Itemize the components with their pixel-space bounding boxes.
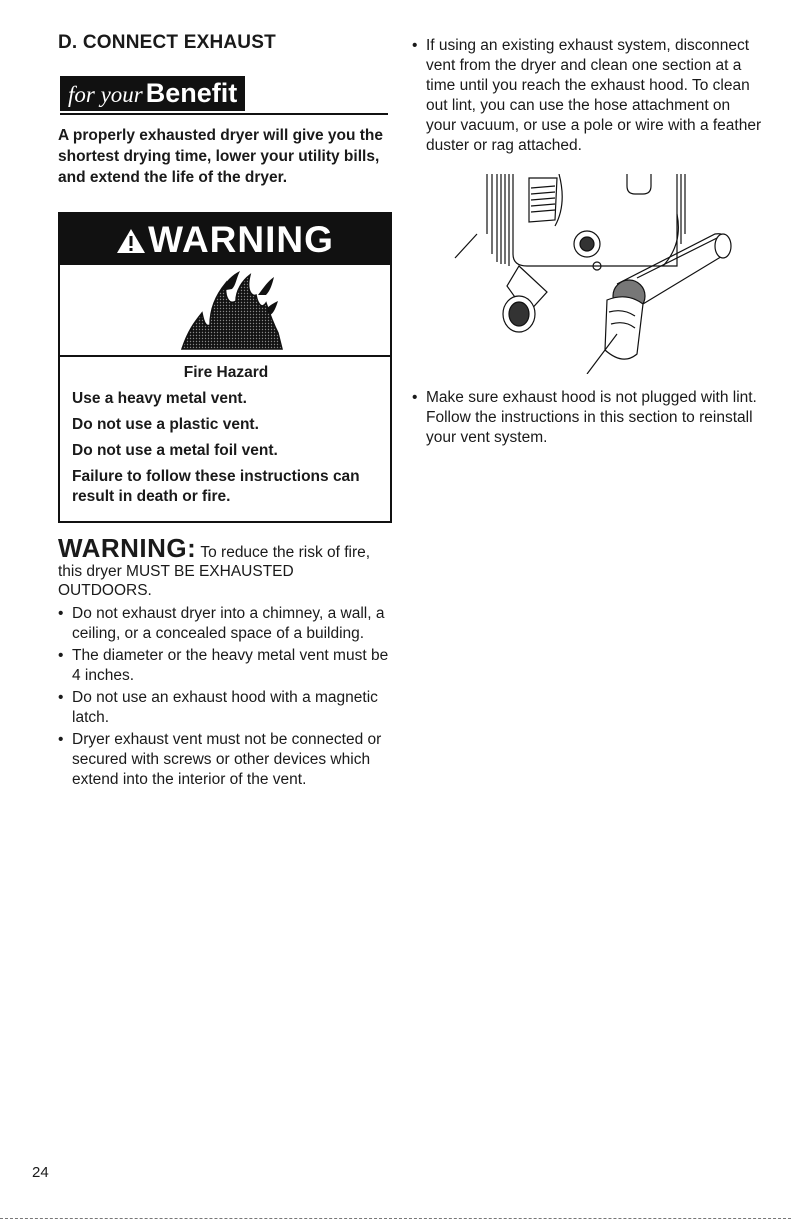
right-column (412, 32, 762, 450)
hazard-title: Fire Hazard (183, 364, 269, 381)
warning-box (58, 212, 392, 523)
section-title: D. CONNECT EXHAUST (58, 32, 276, 53)
benefit-word: Benefit (145, 78, 238, 108)
warning-text: To reduce the risk of fire, this dryer MUST BE EXHAUSTED OUTDOORS. (58, 544, 371, 599)
benefit-banner-row (60, 76, 388, 115)
list-item: • The diameter or the heavy metal vent must be 4 inches. (58, 646, 390, 686)
warning-header (60, 214, 390, 265)
warning-label: WARNING: (58, 533, 197, 563)
left-bullet-list (58, 604, 390, 790)
list-item: • If using an existing exhaust system, disconnect vent from the dryer and clean one section at a time until you reach the exhaust hood. To clean out lint, you can use the hose attachment on your vacuum, or use a pole or wire with a feather duster or rag attached. (412, 36, 762, 156)
left-column (58, 32, 390, 792)
benefit-prefix: for your (68, 82, 143, 107)
list-item: • Dryer exhaust vent must not be connected or secured with screws or other devices which extend into the interior of the vent. (58, 730, 390, 790)
list-item: • Do not use an exhaust hood with a magnetic latch. (58, 688, 390, 728)
warning-line: Do not use a plastic vent. (72, 416, 259, 433)
right-bullet-list-top (412, 36, 762, 156)
warning-triangle-icon (116, 217, 146, 268)
right-bullet-list-bottom (412, 388, 762, 448)
list-item: • Do not exhaust dryer into a chimney, a wall, a ceiling, or a concealed space of a building. (58, 604, 390, 644)
warning-line: Do not use a metal foil vent. (72, 442, 278, 459)
bottom-divider (0, 1218, 791, 1219)
benefit-banner (60, 76, 245, 111)
warning-header-text: WARNING (148, 219, 334, 260)
warning-body (60, 357, 390, 521)
warning-paragraph (58, 533, 390, 600)
benefit-text: A properly exhausted dryer will give you the shortest drying time, lower your utility bills, and extend the life of the dryer. (58, 127, 384, 186)
page-number: 24 (32, 1164, 49, 1181)
fire-icon (60, 265, 390, 357)
warning-line: Failure to follow these instructions can result in death or fire. (72, 468, 360, 505)
warning-line: Use a heavy metal vent. (72, 390, 247, 407)
list-item: • Make sure exhaust hood is not plugged with lint. Follow the instructions in this section to reinstall your vent system. (412, 388, 762, 448)
dryer-vent-cleaning-illustration (437, 174, 767, 374)
